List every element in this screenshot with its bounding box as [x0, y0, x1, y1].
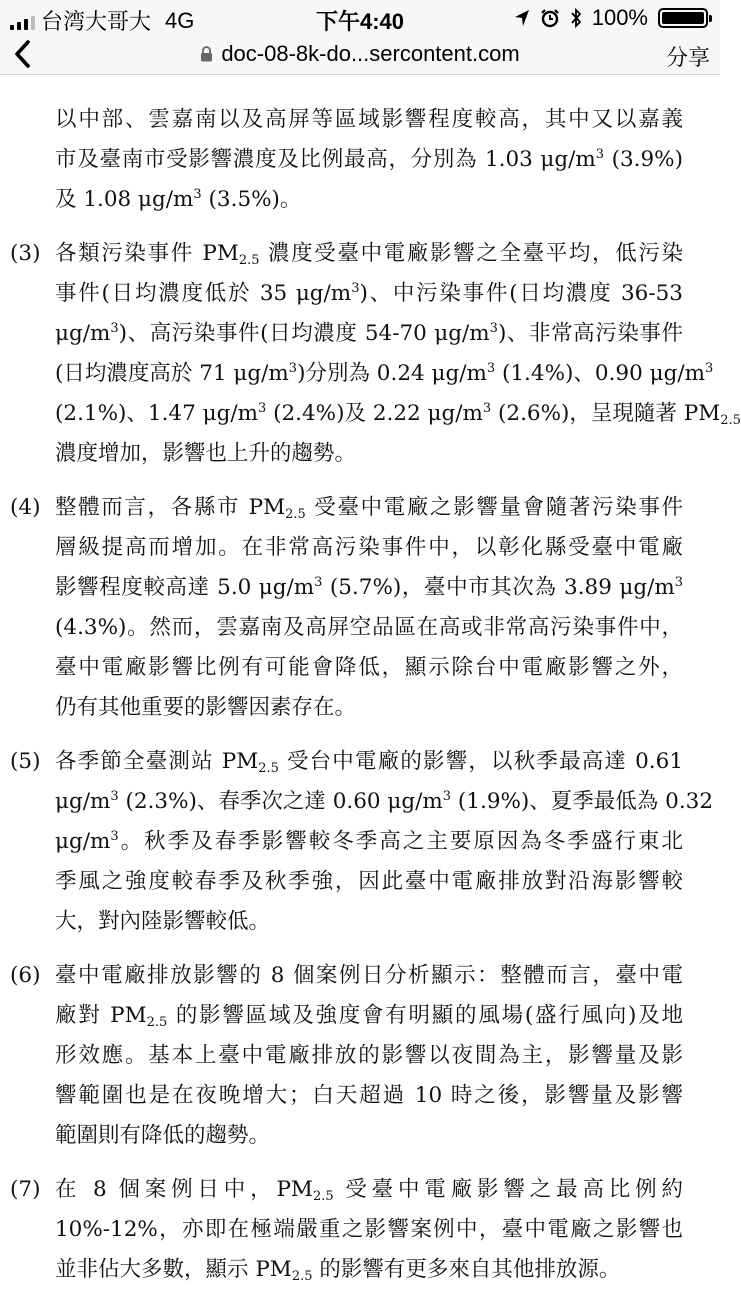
item-number: (4): [10, 495, 41, 520]
text-line: 影響程度較高達 5.0 $\mu g/m^3$ (5.7%)，臺中市其次為 3.89 $\mu g/m^3$: [55, 575, 683, 600]
list-item-5: [0, 742, 720, 942]
text-line: $\mu g/m^3$。秋季及春季影響較冬季高之主要原因為冬季盛行東北: [55, 829, 683, 854]
bluetooth-icon: [570, 8, 582, 28]
text-line: (日均濃度高於 71 $\mu g/m^3$)分別為 0.24 $\mu g/m^3$ (1.4%)、0.90 $\mu g/m^3$: [55, 361, 714, 386]
text-line: 並非佔大多數，顯示 $PM_{2.5}$ 的影響有更多來自其他排放源。: [55, 1257, 621, 1284]
text-line: 範圍則有降低的趨勢。: [55, 1123, 271, 1148]
text-line: 以中部、雲嘉南以及高屏等區域影響程度較高，其中又以嘉義: [55, 107, 683, 132]
item-text: [55, 956, 683, 1156]
text-line: 及 1.08 $\mu g/m^3$ (3.5%)。: [55, 187, 302, 212]
item-number: (5): [10, 749, 41, 774]
text-line: 臺中電廠排放影響的 8 個案例日分析顯示：整體而言，臺中電: [55, 963, 683, 988]
text-line: 臺中電廠影響比例有可能會降低，顯示除台中電廠影響之外，: [55, 655, 683, 680]
lock-icon: [200, 46, 213, 62]
text-line: 在 8 個案例日中，$PM_{2.5}$ 受臺中電廠影響之最高比例約: [55, 1177, 683, 1204]
document-body: [0, 100, 741, 1290]
item-text: [55, 1170, 683, 1290]
text-line: 層級提高而增加。在非常高污染事件中，以彰化縣受臺中電廠: [55, 535, 683, 560]
status-bar: [0, 0, 720, 36]
text-line: 廠對 $PM_{2.5}$ 的影響區域及強度會有明顯的風場(盛行風向)及地: [55, 1003, 683, 1030]
text-line: 10%-12%，亦即在極端嚴重之影響案例中，臺中電廠之影響也: [55, 1217, 683, 1242]
item-text: [55, 488, 683, 728]
text-line: 仍有其他重要的影響因素存在。: [55, 695, 357, 720]
network-type: 4G: [165, 7, 195, 33]
item-number: (7): [10, 1177, 41, 1202]
text-line: (4.3%)。然而，雲嘉南及高屏空品區在高或非常高污染事件中，: [55, 615, 683, 640]
text-line: 市及臺南市受影響濃度及比例最高，分別為 1.03 $\mu g/m^3$ (3.9%): [55, 147, 683, 172]
text-line: 事件(日均濃度低於 35 $\mu g/m^3$)、中污染事件(日均濃度 36-53: [55, 281, 683, 306]
item-text: [55, 742, 714, 942]
battery-icon: [658, 8, 708, 28]
list-item-6: [0, 956, 720, 1156]
item-text: [55, 234, 741, 474]
share-button[interactable]: 分享: [665, 45, 710, 70]
list-item-7: [0, 1170, 720, 1290]
text-line: 各類污染事件 $PM_{2.5}$ 濃度受臺中電廠影響之全臺平均，低污染: [55, 241, 683, 268]
text-line: $\mu g/m^3$ (2.3%)、春季次之達 0.60 $\mu g/m^3$ (1.9%)、夏季最低為 0.32: [55, 789, 714, 814]
text-line: $\mu g/m^3$)、高污染事件(日均濃度 54-70 $\mu g/m^3$)、非常高污染事件: [55, 321, 684, 346]
battery-percent: 100%: [591, 5, 648, 30]
alarm-icon: [540, 8, 560, 28]
intro-paragraph: [55, 100, 683, 220]
url-text: doc-08-8k-do...sercontent.com: [221, 41, 520, 66]
list-item-4: [0, 488, 720, 728]
text-line: 濃度增加，影響也上升的趨勢。: [55, 441, 357, 466]
text-line: 整體而言，各縣市 $PM_{2.5}$ 受臺中電廠之影響量會隨著污染事件: [55, 495, 683, 522]
status-right: [514, 5, 708, 31]
location-icon: [514, 9, 530, 27]
carrier-name: 台湾大哥大: [41, 9, 152, 34]
text-line: 季風之強度較春季及秋季強，因此臺中電廠排放對沿海影響較: [55, 869, 683, 894]
clock: 下午4:40: [315, 9, 405, 34]
url-display[interactable]: [0, 41, 720, 67]
text-line: 大，對內陸影響較低。: [55, 909, 271, 934]
text-line: 各季節全臺測站 $PM_{2.5}$ 受台中電廠的影響，以秋季最高達 0.61: [55, 749, 683, 776]
browser-nav-bar: [0, 36, 720, 75]
item-number: (6): [10, 963, 41, 988]
text-line: (2.1%)、1.47 $\mu g/m^3$ (2.4%)及 2.22 $\mu g/m^3$ (2.6%)，呈現隨著 $PM_{2.5}$: [55, 401, 741, 428]
text-line: 形效應。基本上臺中電廠排放的影響以夜間為主，影響量及影: [55, 1043, 683, 1068]
text-line: 響範圍也是在夜晚增大；白天超過 10 時之後，影響量及影響: [55, 1083, 683, 1108]
list-item-3: [0, 234, 741, 474]
item-number: (3): [10, 241, 41, 266]
